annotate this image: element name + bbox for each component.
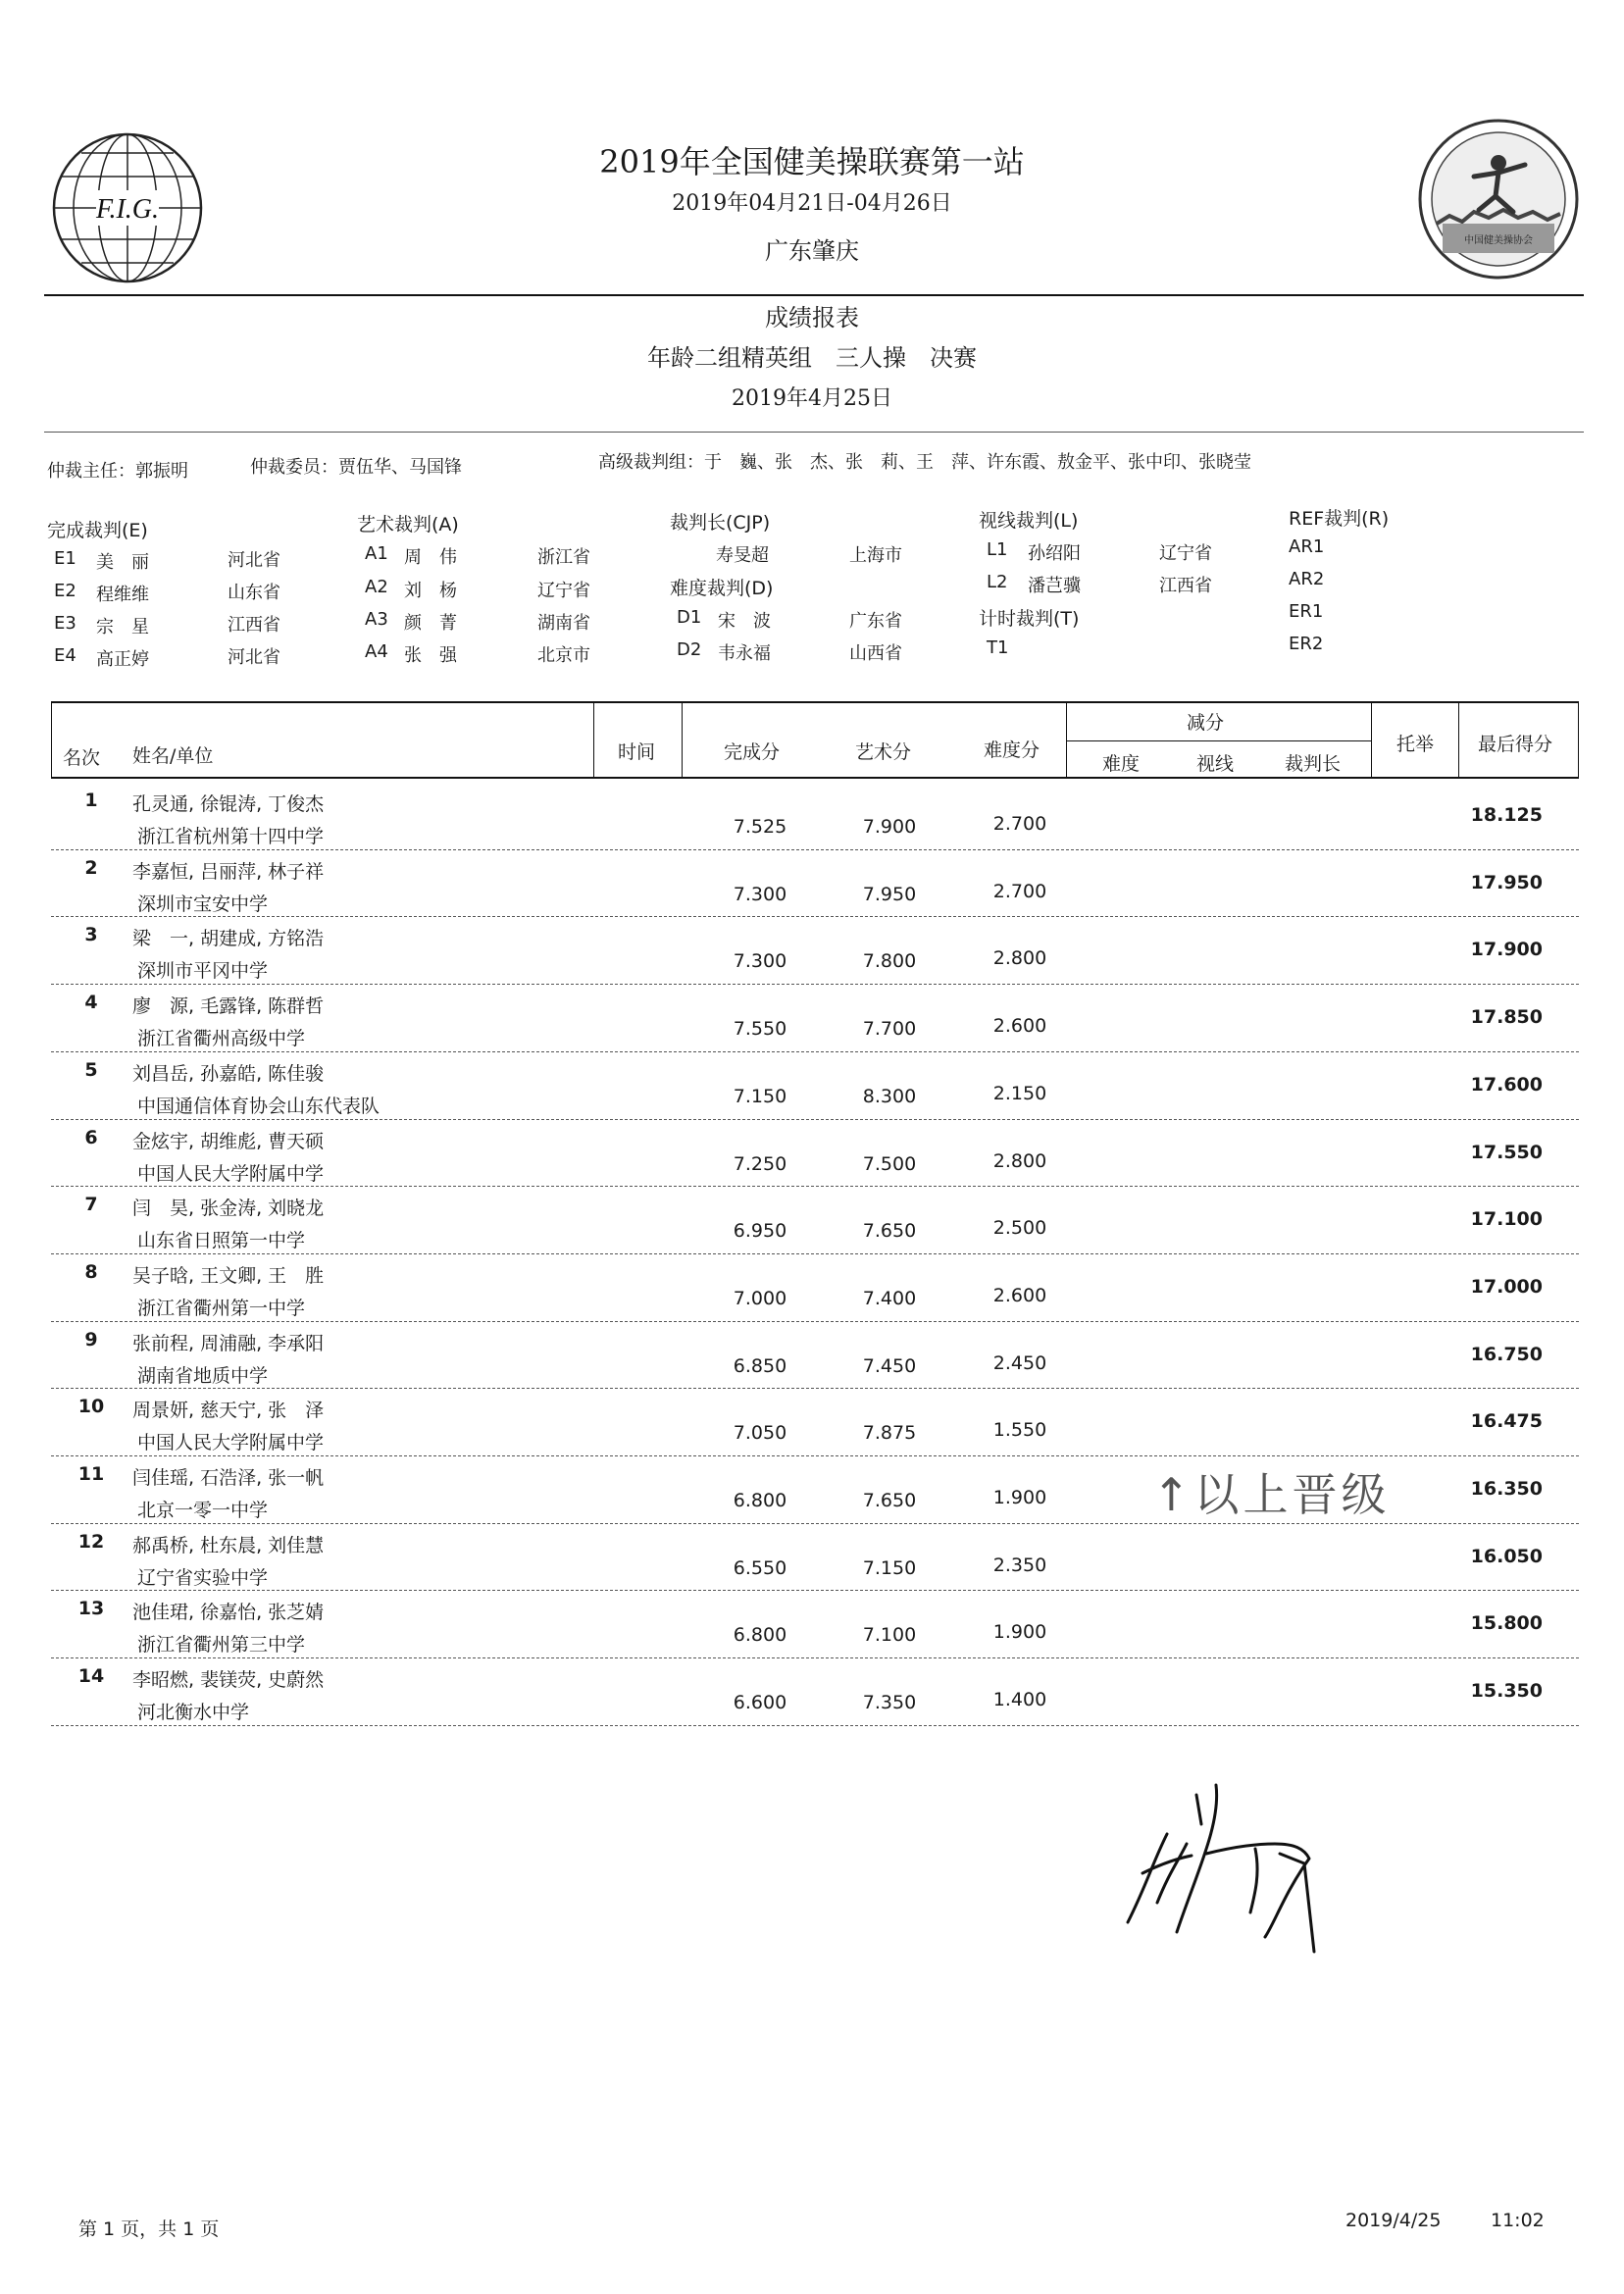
athlete-names: 刘昌岳, 孙嘉皓, 陈佳骏 [132, 1062, 325, 1085]
team-name: 浙江省衢州第一中学 [137, 1297, 306, 1319]
diff-score: 2.700 [992, 880, 1047, 902]
art-score: 7.700 [862, 1018, 917, 1041]
judge-name: 孙绍阳 [1028, 543, 1081, 564]
diff-score: 2.800 [992, 1149, 1047, 1172]
athlete-names: 李嘉恒, 吕丽萍, 林子祥 [132, 860, 325, 883]
final-score: 17.100 [1470, 1208, 1543, 1231]
athlete-names: 金炫宇, 胡维彪, 曹天硕 [132, 1130, 325, 1152]
rank-cell: 4 [84, 992, 98, 1014]
table-col-divider [682, 701, 683, 777]
judge-code: T1 [987, 637, 1009, 658]
table-top-border [51, 701, 1579, 703]
event-venue: 广东肇庆 [765, 237, 859, 265]
judge-code: L2 [987, 572, 1008, 592]
judge-province: 河北省 [228, 647, 280, 668]
art-score: 7.350 [862, 1692, 917, 1714]
diff-score: 2.600 [992, 1284, 1047, 1306]
athlete-names: 闫佳瑶, 石浩泽, 张一帆 [132, 1467, 325, 1489]
judge-code: E3 [54, 613, 76, 634]
art-score: 7.450 [862, 1354, 917, 1377]
row-separator [51, 849, 1579, 850]
judge-province: 江西省 [228, 615, 280, 636]
art-score: 7.400 [862, 1287, 917, 1309]
judge-code: A4 [365, 641, 388, 662]
row-separator [51, 1590, 1579, 1591]
table-col-divider [1066, 701, 1067, 777]
team-name: 辽宁省实验中学 [137, 1566, 269, 1589]
page-number: 第 1 页，共 1 页 [78, 2218, 220, 2240]
team-name: 河北衡水中学 [137, 1702, 250, 1724]
row-separator [51, 1186, 1579, 1187]
diff-score: 1.400 [992, 1689, 1047, 1711]
row-separator [51, 1455, 1579, 1456]
team-name: 湖南省地质中学 [137, 1364, 269, 1387]
exec-score: 6.950 [733, 1220, 787, 1243]
deduct-subheader-line [1066, 740, 1371, 741]
header-deduct-diff: 难度 [1102, 753, 1141, 775]
art-judges-heading: 艺术裁判(A) [357, 514, 459, 535]
judge-province: 山东省 [228, 583, 280, 603]
final-score: 17.950 [1470, 871, 1543, 893]
athlete-names: 周景妍, 慈天宁, 张 泽 [132, 1400, 325, 1422]
header-lift: 托举 [1396, 734, 1435, 755]
final-score: 15.800 [1470, 1612, 1543, 1635]
row-separator [51, 1657, 1579, 1658]
art-score: 7.650 [862, 1220, 917, 1243]
difficulty-judges-heading: 难度裁判(D) [670, 578, 774, 599]
art-score: 7.650 [862, 1490, 917, 1511]
team-name: 深圳市平冈中学 [137, 960, 269, 983]
diff-score: 2.150 [992, 1082, 1047, 1104]
final-score: 16.050 [1470, 1545, 1543, 1567]
header-art: 艺术分 [855, 741, 912, 763]
association-logo-text: 中国健美操协会 [1464, 235, 1533, 246]
art-score: 7.100 [862, 1624, 917, 1647]
art-score: 7.500 [862, 1152, 917, 1175]
header-rank: 名次 [63, 747, 101, 769]
judge-code: A3 [365, 609, 388, 630]
judge-name: 刘 杨 [404, 581, 457, 601]
team-name: 浙江省衢州高级中学 [137, 1028, 306, 1050]
judge-code: A2 [365, 577, 388, 597]
judge-name: 宗 星 [96, 617, 149, 637]
team-name: 中国人民大学附属中学 [137, 1162, 325, 1185]
final-score: 16.750 [1470, 1343, 1543, 1365]
table-col-divider [1371, 701, 1372, 777]
judge-name: 宋 波 [718, 611, 771, 632]
judge-code: E4 [54, 645, 76, 666]
signature [1108, 1765, 1353, 1962]
judge-name: 周 伟 [404, 547, 457, 568]
exec-score: 6.800 [733, 1624, 787, 1647]
row-separator [51, 1388, 1579, 1389]
team-name: 山东省日照第一中学 [137, 1230, 306, 1252]
table-col-divider [593, 701, 594, 777]
diff-score: 2.700 [992, 813, 1047, 835]
athlete-names: 郝禹桥, 杜东晨, 刘佳慧 [132, 1534, 325, 1556]
rank-cell: 7 [84, 1194, 98, 1216]
diff-score: 2.350 [992, 1554, 1047, 1576]
diff-score: 1.900 [992, 1487, 1047, 1508]
exec-score: 6.850 [733, 1354, 787, 1377]
header-name: 姓名/单位 [132, 745, 214, 767]
diff-score: 1.550 [992, 1419, 1047, 1442]
header-deduct-line: 视线 [1196, 753, 1235, 775]
rank-cell: 13 [77, 1598, 105, 1620]
table-col-divider [1458, 701, 1459, 777]
judge-name: 张 强 [404, 645, 457, 666]
judge-code: E2 [54, 581, 76, 601]
rank-cell: 8 [84, 1260, 98, 1283]
judge-name: 颜 菁 [404, 613, 457, 634]
judge-name: 美 丽 [96, 552, 149, 573]
exec-score: 6.600 [733, 1692, 787, 1714]
athlete-names: 梁 一, 胡建成, 方铭浩 [132, 928, 325, 950]
exec-score: 7.550 [733, 1018, 787, 1041]
judge-province: 湖南省 [537, 613, 590, 634]
header-diff: 难度分 [984, 739, 1040, 761]
final-score: 16.475 [1470, 1410, 1543, 1433]
final-score: 17.000 [1470, 1275, 1543, 1298]
rank-cell: 1 [84, 790, 98, 811]
athlete-names: 池佳珺, 徐嘉怡, 张芝婧 [132, 1602, 325, 1624]
diff-score: 2.500 [992, 1217, 1047, 1240]
final-score: 17.600 [1470, 1073, 1543, 1096]
header-deduct: 减分 [1187, 712, 1225, 734]
judge-province: 山西省 [849, 643, 902, 664]
table-border-left [51, 701, 52, 777]
cjp-province: 上海市 [849, 545, 902, 566]
athlete-names: 张前程, 周浦融, 李承阳 [132, 1332, 325, 1354]
judge-name: 潘芑骥 [1028, 576, 1081, 596]
art-score: 8.300 [862, 1085, 917, 1107]
judge-province: 辽宁省 [537, 581, 590, 601]
judge-province: 江西省 [1159, 576, 1212, 596]
diff-score: 2.800 [992, 947, 1047, 970]
judge-code: D2 [677, 639, 702, 660]
header-deduct-cjp: 裁判长 [1285, 753, 1342, 775]
athlete-names: 廖 源, 毛露锋, 陈群哲 [132, 995, 325, 1018]
team-name: 中国通信体育协会山东代表队 [137, 1095, 381, 1117]
rank-cell: 9 [84, 1328, 98, 1351]
rank-cell: 6 [84, 1126, 98, 1148]
chief-arbiter: 仲裁主任：郭振明 [47, 461, 188, 482]
report-date: 2019年4月25日 [732, 386, 892, 411]
row-separator [51, 916, 1579, 917]
senior-judges: 高级裁判组：于 巍、张 杰、张 莉、王 萍、许东霞、敖金平、张中印、张晓莹 [598, 452, 1251, 473]
timing-judges-heading: 计时裁判(T) [979, 608, 1080, 630]
judge-province: 北京市 [537, 645, 590, 666]
print-time: 11:02 [1491, 2210, 1545, 2231]
judge-code: D1 [677, 607, 702, 628]
ref-code: AR2 [1289, 569, 1325, 589]
athlete-names: 吴子晗, 王文卿, 王 胜 [132, 1264, 325, 1287]
athlete-names: 闫 昊, 张金涛, 刘晓龙 [132, 1198, 325, 1220]
judge-province: 浙江省 [537, 547, 590, 568]
art-score: 7.900 [862, 816, 917, 838]
rank-cell: 5 [84, 1058, 98, 1081]
art-score: 7.800 [862, 950, 917, 973]
row-separator [51, 1321, 1579, 1322]
exec-score: 7.000 [733, 1287, 787, 1309]
athlete-names: 李昭燃, 裴镁荧, 史蔚然 [132, 1669, 325, 1692]
header-time: 时间 [618, 741, 656, 763]
art-score: 7.875 [862, 1422, 917, 1445]
ref-code: AR1 [1289, 536, 1325, 557]
table-border-right [1578, 701, 1579, 777]
row-separator [51, 1253, 1579, 1254]
ref-code: ER2 [1289, 634, 1324, 654]
line-judges-heading: 视线裁判(L) [979, 510, 1079, 532]
judge-name: 韦永福 [718, 643, 771, 664]
report-title: 成绩报表 [765, 304, 859, 331]
exec-score: 7.525 [733, 816, 787, 838]
ref-judges-heading: REF裁判(R) [1289, 508, 1390, 530]
category-title: 年龄二组精英组 三人操 决赛 [647, 344, 977, 372]
art-score: 7.950 [862, 883, 917, 905]
exec-score: 6.550 [733, 1556, 787, 1579]
row-separator [51, 1725, 1579, 1726]
table-header-border [51, 777, 1579, 779]
diff-score: 1.900 [992, 1621, 1047, 1644]
event-title: 2019年全国健美操联赛第一站 [599, 143, 1025, 180]
exec-judges-heading: 完成裁判(E) [47, 520, 148, 541]
rank-cell: 11 [77, 1463, 105, 1485]
judge-name: 高正婷 [96, 649, 149, 670]
art-score: 7.150 [862, 1556, 917, 1579]
cjp-name: 寿旻超 [716, 545, 769, 566]
judge-province: 河北省 [228, 550, 280, 571]
team-name: 浙江省杭州第十四中学 [137, 826, 325, 847]
team-name: 中国人民大学附属中学 [137, 1432, 325, 1454]
diff-score: 2.600 [992, 1015, 1047, 1038]
rank-cell: 2 [84, 856, 98, 879]
final-score: 17.900 [1470, 939, 1543, 961]
jury-members: 仲裁委员：贾伍华、马国锋 [250, 457, 462, 478]
fig-logo-text: F.I.G. [95, 194, 160, 225]
cjp-heading: 裁判长(CJP) [670, 512, 771, 534]
final-score: 18.125 [1470, 804, 1543, 826]
final-score: 17.850 [1470, 1006, 1543, 1029]
event-dates: 2019年04月21日-04月26日 [672, 191, 952, 216]
judge-name: 程维维 [96, 585, 149, 605]
exec-score: 7.250 [733, 1152, 787, 1175]
final-score: 16.350 [1470, 1478, 1543, 1500]
judge-province: 广东省 [849, 611, 902, 632]
row-separator [51, 1119, 1579, 1120]
exec-score: 7.300 [733, 950, 787, 973]
diff-score: 2.450 [992, 1351, 1047, 1374]
exec-score: 7.150 [733, 1085, 787, 1107]
team-name: 深圳市宝安中学 [137, 892, 269, 915]
rank-cell: 14 [77, 1665, 105, 1688]
row-separator [51, 1051, 1579, 1052]
final-score: 15.350 [1470, 1680, 1543, 1703]
header-final: 最后得分 [1478, 734, 1553, 755]
rank-cell: 10 [77, 1396, 105, 1418]
judge-province: 辽宁省 [1159, 543, 1212, 564]
exec-score: 7.050 [733, 1422, 787, 1445]
rank-cell: 12 [77, 1530, 105, 1553]
final-score: 17.550 [1470, 1141, 1543, 1163]
judge-code: A1 [365, 543, 388, 564]
advance-annotation: ↑以上晋级 [1152, 1468, 1391, 1521]
rank-cell: 3 [84, 924, 98, 946]
team-name: 北京一零一中学 [137, 1500, 269, 1521]
exec-score: 6.800 [733, 1490, 787, 1511]
header-exec: 完成分 [724, 741, 781, 763]
athlete-names: 孔灵通, 徐锟涛, 丁俊杰 [132, 793, 325, 815]
judge-code: L1 [987, 539, 1008, 560]
exec-score: 7.300 [733, 883, 787, 905]
judge-code: E1 [54, 548, 76, 569]
row-separator [51, 984, 1579, 985]
print-date: 2019/4/25 [1345, 2210, 1442, 2231]
officials-divider [44, 432, 1584, 433]
header-divider [44, 294, 1584, 296]
team-name: 浙江省衢州第三中学 [137, 1634, 306, 1657]
ref-code: ER1 [1289, 601, 1324, 622]
